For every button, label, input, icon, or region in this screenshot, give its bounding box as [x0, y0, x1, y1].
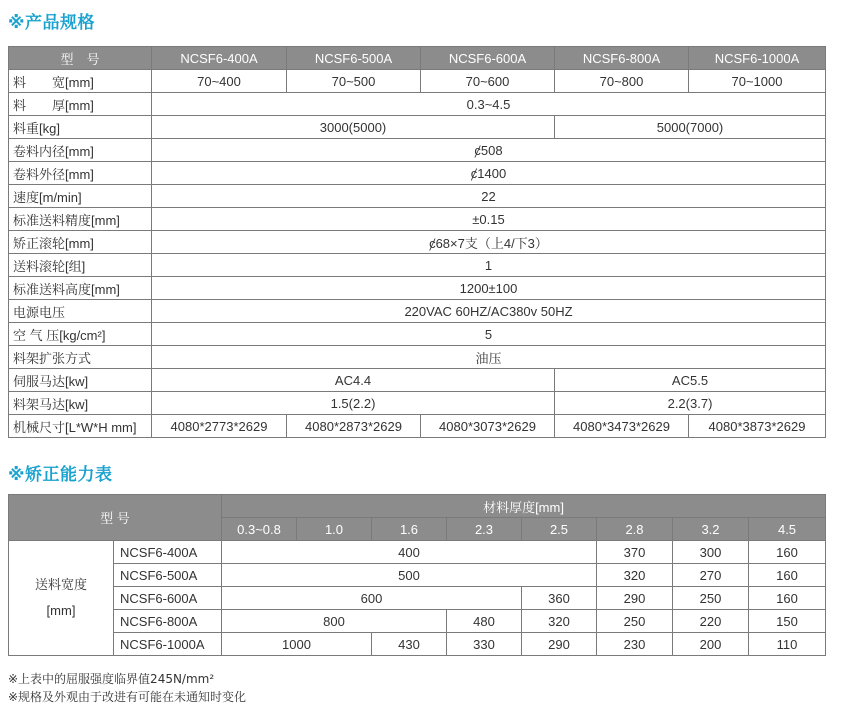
row-label-straightening-roller: 矫正滚轮[mm]: [9, 231, 152, 254]
servo-motor-value-b: AC5.5: [555, 369, 826, 392]
feed-width-label-line1: 送料宽度: [34, 577, 87, 592]
capacity-value-cell: 330: [447, 633, 522, 656]
spec-table: [8, 46, 826, 438]
spec-row-speed: [9, 185, 826, 208]
feed-height-value: 1200±100: [152, 277, 826, 300]
row-label-rack-motor: 料架马达[kw]: [9, 392, 152, 415]
weight-value-b: 5000(7000): [555, 116, 826, 139]
capacity-value-cell: 320: [522, 610, 597, 633]
feed-accuracy-value: ±0.15: [152, 208, 826, 231]
capacity-value-cell: 800: [222, 610, 447, 633]
row-label-weight: 料重[kg]: [9, 116, 152, 139]
coil-outer-value: ȼ1400: [152, 162, 826, 185]
thickness-col-1: 1.0: [297, 518, 372, 541]
capacity-value-cell: 500: [222, 564, 597, 587]
dimensions-value-400a: 4080*2773*2629: [152, 415, 287, 438]
model-header-500a: NCSF6-500A: [287, 47, 421, 70]
capacity-value-cell: 270: [673, 564, 749, 587]
row-label-expansion: 料架扩张方式: [9, 346, 152, 369]
row-label-width: 料 宽[mm]: [9, 70, 152, 93]
capacity-value-cell: 480: [447, 610, 522, 633]
rack-motor-value-a: 1.5(2.2): [152, 392, 555, 415]
spec-row-power: [9, 300, 826, 323]
dimensions-value-800a: 4080*3473*2629: [555, 415, 689, 438]
spec-row-thickness: [9, 93, 826, 116]
speed-value: 22: [152, 185, 826, 208]
table-row: [9, 610, 826, 633]
table-row: [9, 587, 826, 610]
spec-row-dimensions: [9, 415, 826, 438]
capacity-model-cell: NCSF6-1000A: [114, 633, 222, 656]
thickness-col-6: 3.2: [673, 518, 749, 541]
dimensions-value-1000a: 4080*3873*2629: [689, 415, 826, 438]
capacity-model-cell: NCSF6-400A: [114, 541, 222, 564]
width-value-400a: 70~400: [152, 70, 287, 93]
capacity-value-cell: 250: [673, 587, 749, 610]
row-label-feed-height: 标准送料高度[mm]: [9, 277, 152, 300]
spec-section-title: ※产品规格: [8, 13, 96, 33]
capacity-model-header: 型 号: [9, 495, 222, 541]
power-value: 220VAC 60HZ/AC380v 50HZ: [152, 300, 826, 323]
row-label-dimensions: 机械尺寸[L*W*H mm]: [9, 415, 152, 438]
row-label-thickness: 料 厚[mm]: [9, 93, 152, 116]
feed-width-label: [9, 541, 114, 656]
rack-motor-value-b: 2.2(3.7): [555, 392, 826, 415]
thickness-col-5: 2.8: [597, 518, 673, 541]
capacity-table: [8, 494, 826, 656]
footnote-spec-change: ※规格及外观由于改进有可能在未通知时变化: [8, 690, 247, 704]
capacity-value-cell: 600: [222, 587, 522, 610]
capacity-value-cell: 430: [372, 633, 447, 656]
feed-width-label-line2: [mm]: [46, 603, 76, 618]
dimensions-value-600a: 4080*3073*2629: [421, 415, 555, 438]
spec-row-feed-accuracy: [9, 208, 826, 231]
thickness-col-3: 2.3: [447, 518, 522, 541]
coil-inner-value: ȼ508: [152, 139, 826, 162]
capacity-value-cell: 290: [597, 587, 673, 610]
row-label-servo-motor: 伺服马达[kw]: [9, 369, 152, 392]
footnotes: [8, 670, 246, 706]
straightening-roller-value: ȼ68×7支（上4/下3）: [152, 231, 826, 254]
thickness-value: 0.3~4.5: [152, 93, 826, 116]
footnote-yield-strength: ※上表中的屈服强度临界值245N/mm²: [8, 672, 215, 686]
capacity-value-cell: 200: [673, 633, 749, 656]
spec-row-feed-height: [9, 277, 826, 300]
row-label-coil-inner: 卷料内径[mm]: [9, 139, 152, 162]
spec-row-air-pressure: [9, 323, 826, 346]
row-label-feed-roller: 送料滚轮[组]: [9, 254, 152, 277]
capacity-section-title: ※矫正能力表: [8, 465, 113, 485]
capacity-value-cell: 320: [597, 564, 673, 587]
capacity-value-cell: 230: [597, 633, 673, 656]
capacity-value-cell: 220: [673, 610, 749, 633]
capacity-value-cell: 370: [597, 541, 673, 564]
capacity-value-cell: 110: [749, 633, 826, 656]
table-row: [9, 633, 826, 656]
spec-row-servo-motor: [9, 369, 826, 392]
capacity-value-cell: 160: [749, 587, 826, 610]
width-value-600a: 70~600: [421, 70, 555, 93]
capacity-header-row-1: [9, 495, 826, 518]
thickness-col-0: 0.3~0.8: [222, 518, 297, 541]
capacity-value-cell: 160: [749, 564, 826, 587]
spec-row-coil-inner: [9, 139, 826, 162]
capacity-thickness-header: 材料厚度[mm]: [222, 495, 826, 518]
thickness-col-2: 1.6: [372, 518, 447, 541]
capacity-value-cell: 150: [749, 610, 826, 633]
spec-header-row: [9, 47, 826, 70]
spec-row-expansion: [9, 346, 826, 369]
width-value-1000a: 70~1000: [689, 70, 826, 93]
width-value-500a: 70~500: [287, 70, 421, 93]
model-header-label: 型 号: [9, 47, 152, 70]
capacity-value-cell: 360: [522, 587, 597, 610]
spec-row-straightening-roller: [9, 231, 826, 254]
spec-row-feed-roller: [9, 254, 826, 277]
capacity-model-cell: NCSF6-500A: [114, 564, 222, 587]
capacity-value-cell: 160: [749, 541, 826, 564]
row-label-power: 电源电压: [9, 300, 152, 323]
capacity-value-cell: 1000: [222, 633, 372, 656]
capacity-value-cell: 290: [522, 633, 597, 656]
thickness-col-4: 2.5: [522, 518, 597, 541]
spec-row-weight: [9, 116, 826, 139]
capacity-table-body: [9, 541, 826, 656]
capacity-value-cell: 400: [222, 541, 597, 564]
capacity-value-cell: 300: [673, 541, 749, 564]
row-label-coil-outer: 卷料外径[mm]: [9, 162, 152, 185]
spec-row-rack-motor: [9, 392, 826, 415]
model-header-1000a: NCSF6-1000A: [689, 47, 826, 70]
servo-motor-value-a: AC4.4: [152, 369, 555, 392]
spec-row-width: [9, 70, 826, 93]
width-value-800a: 70~800: [555, 70, 689, 93]
capacity-model-cell: NCSF6-600A: [114, 587, 222, 610]
thickness-col-7: 4.5: [749, 518, 826, 541]
model-header-400a: NCSF6-400A: [152, 47, 287, 70]
capacity-model-cell: NCSF6-800A: [114, 610, 222, 633]
row-label-feed-accuracy: 标准送料精度[mm]: [9, 208, 152, 231]
capacity-value-cell: 250: [597, 610, 673, 633]
air-pressure-value: 5: [152, 323, 826, 346]
model-header-800a: NCSF6-800A: [555, 47, 689, 70]
row-label-speed: 速度[m/min]: [9, 185, 152, 208]
expansion-value: 油压: [152, 346, 826, 369]
spec-row-coil-outer: [9, 162, 826, 185]
row-label-air-pressure: 空 气 压[kg/cm²]: [9, 323, 152, 346]
weight-value-a: 3000(5000): [152, 116, 555, 139]
model-header-600a: NCSF6-600A: [421, 47, 555, 70]
feed-roller-value: 1: [152, 254, 826, 277]
dimensions-value-500a: 4080*2873*2629: [287, 415, 421, 438]
table-row: [9, 564, 826, 587]
table-row: [9, 541, 826, 564]
